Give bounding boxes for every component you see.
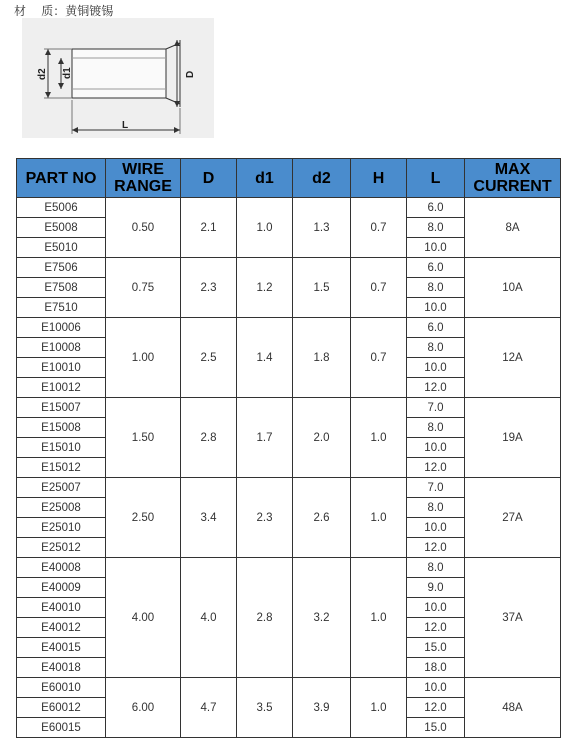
cell-part-no: E7506: [17, 258, 106, 278]
cell-part-no: E25012: [17, 538, 106, 558]
cell-L: 7.0: [407, 398, 465, 418]
table-row: [17, 678, 561, 698]
cell-wire-range: 2.50: [106, 478, 181, 558]
cell-L: 8.0: [407, 558, 465, 578]
cell-wire-range: 0.50: [106, 198, 181, 258]
cell-D: 4.0: [181, 558, 237, 678]
cell-max-current: 19A: [465, 398, 561, 478]
cell-L: 10.0: [407, 518, 465, 538]
cell-part-no: E10006: [17, 318, 106, 338]
cell-L: 8.0: [407, 498, 465, 518]
cell-L: 6.0: [407, 198, 465, 218]
cell-wire-range: 6.00: [106, 678, 181, 738]
cell-D: 2.5: [181, 318, 237, 398]
cell-d2: 1.8: [293, 318, 351, 398]
cell-L: 10.0: [407, 438, 465, 458]
cell-part-no: E5008: [17, 218, 106, 238]
cell-L: 8.0: [407, 278, 465, 298]
cell-H: 1.0: [351, 478, 407, 558]
cell-L: 10.0: [407, 298, 465, 318]
ferrule-drawing: [22, 18, 214, 138]
cell-d1: 2.8: [237, 558, 293, 678]
header-part-no: PART NO: [17, 159, 106, 198]
cell-L: 12.0: [407, 538, 465, 558]
cell-d1: 1.2: [237, 258, 293, 318]
cell-part-no: E7510: [17, 298, 106, 318]
cell-D: 2.8: [181, 398, 237, 478]
cell-H: 1.0: [351, 558, 407, 678]
cell-H: 0.7: [351, 198, 407, 258]
cell-max-current: 48A: [465, 678, 561, 738]
cell-part-no: E25007: [17, 478, 106, 498]
table-row: [17, 198, 561, 218]
cell-d2: 2.6: [293, 478, 351, 558]
cell-max-current: 10A: [465, 258, 561, 318]
cell-wire-range: 1.50: [106, 398, 181, 478]
cell-max-current: 8A: [465, 198, 561, 258]
header-H: H: [351, 159, 407, 198]
header-L: L: [407, 159, 465, 198]
cell-part-no: E25010: [17, 518, 106, 538]
cell-d2: 3.9: [293, 678, 351, 738]
cell-d1: 2.3: [237, 478, 293, 558]
header-D: D: [181, 159, 237, 198]
cell-part-no: E10012: [17, 378, 106, 398]
cell-d2: 1.5: [293, 258, 351, 318]
table-row: [17, 258, 561, 278]
cell-d2: 2.0: [293, 398, 351, 478]
cell-wire-range: 0.75: [106, 258, 181, 318]
cell-D: 3.4: [181, 478, 237, 558]
cell-max-current: 12A: [465, 318, 561, 398]
cell-L: 12.0: [407, 458, 465, 478]
material-label: 材 质：黄铜镀锡: [14, 4, 114, 18]
cell-D: 2.3: [181, 258, 237, 318]
header-d1: d1: [237, 159, 293, 198]
cell-part-no: E40010: [17, 598, 106, 618]
cell-d2: 1.3: [293, 198, 351, 258]
label-d1: d1: [62, 67, 73, 79]
cell-L: 18.0: [407, 658, 465, 678]
table-header-row: [17, 159, 561, 198]
cell-L: 10.0: [407, 358, 465, 378]
cell-part-no: E40012: [17, 618, 106, 638]
label-d2: d2: [37, 68, 48, 80]
table-row: [17, 558, 561, 578]
cell-part-no: E60010: [17, 678, 106, 698]
cell-H: 1.0: [351, 398, 407, 478]
cell-L: 6.0: [407, 258, 465, 278]
table-row: [17, 318, 561, 338]
header-d2: d2: [293, 159, 351, 198]
cell-d1: 3.5: [237, 678, 293, 738]
cell-H: 1.0: [351, 678, 407, 738]
cell-L: 9.0: [407, 578, 465, 598]
cell-part-no: E15012: [17, 458, 106, 478]
label-L: L: [122, 120, 129, 131]
label-D: D: [185, 70, 196, 78]
cell-part-no: E15007: [17, 398, 106, 418]
cell-part-no: E40008: [17, 558, 106, 578]
cell-L: 7.0: [407, 478, 465, 498]
header-wire-range: WIRE RANGE: [106, 159, 181, 198]
ferrule-spec-table: [16, 158, 561, 738]
header-max-current: MAX CURRENT: [465, 159, 561, 198]
table-row: [17, 398, 561, 418]
cell-L: 12.0: [407, 698, 465, 718]
cell-part-no: E25008: [17, 498, 106, 518]
cell-part-no: E5010: [17, 238, 106, 258]
cell-L: 8.0: [407, 418, 465, 438]
cell-part-no: E10010: [17, 358, 106, 378]
cell-part-no: E5006: [17, 198, 106, 218]
cell-d1: 1.4: [237, 318, 293, 398]
cell-L: 12.0: [407, 618, 465, 638]
cell-L: 15.0: [407, 718, 465, 738]
cell-H: 0.7: [351, 318, 407, 398]
cell-part-no: E60012: [17, 698, 106, 718]
cell-L: 8.0: [407, 338, 465, 358]
table-row: [17, 478, 561, 498]
cell-part-no: E40018: [17, 658, 106, 678]
cell-part-no: E10008: [17, 338, 106, 358]
cell-L: 10.0: [407, 598, 465, 618]
cell-L: 15.0: [407, 638, 465, 658]
cell-d2: 3.2: [293, 558, 351, 678]
cell-D: 4.7: [181, 678, 237, 738]
cell-part-no: E7508: [17, 278, 106, 298]
cell-wire-range: 4.00: [106, 558, 181, 678]
cell-part-no: E60015: [17, 718, 106, 738]
cell-d1: 1.7: [237, 398, 293, 478]
cell-part-no: E15010: [17, 438, 106, 458]
cell-max-current: 37A: [465, 558, 561, 678]
cell-part-no: E40015: [17, 638, 106, 658]
cell-max-current: 27A: [465, 478, 561, 558]
cell-d1: 1.0: [237, 198, 293, 258]
cell-L: 8.0: [407, 218, 465, 238]
cell-part-no: E15008: [17, 418, 106, 438]
cell-H: 0.7: [351, 258, 407, 318]
cell-wire-range: 1.00: [106, 318, 181, 398]
cell-L: 10.0: [407, 678, 465, 698]
table-body: [17, 198, 561, 738]
cell-L: 10.0: [407, 238, 465, 258]
cell-L: 6.0: [407, 318, 465, 338]
cell-D: 2.1: [181, 198, 237, 258]
ferrule-dimension-diagram: [22, 18, 214, 138]
cell-L: 12.0: [407, 378, 465, 398]
cell-part-no: E40009: [17, 578, 106, 598]
